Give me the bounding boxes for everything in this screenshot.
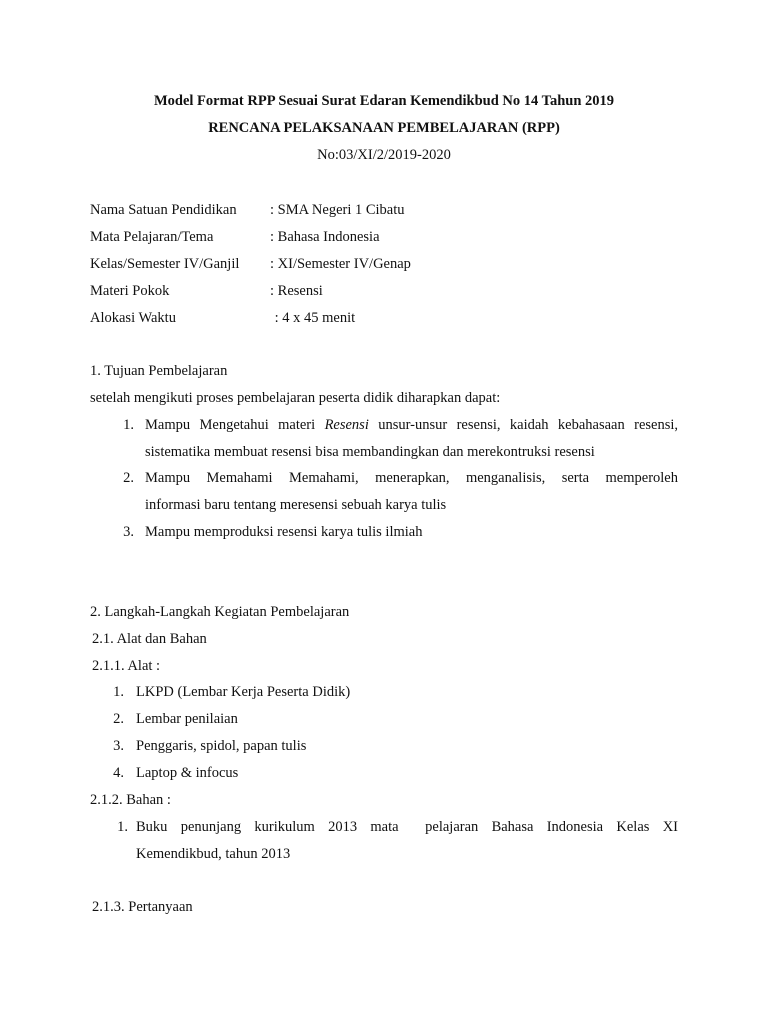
material-1-line-1: Buku penunjang kurikulum 2013 mata pelajaran Bahasa Indonesia Kelas XI xyxy=(136,819,678,835)
tool-3-text: Penggaris, spidol, papan tulis xyxy=(136,738,307,754)
goal-1-text-post: unsur-unsur resensi, kaidah kebahasaan resensi, xyxy=(368,417,679,433)
identity-label-subject: Mata Pelajaran/Tema xyxy=(90,229,214,245)
goal-2-line-2: informasi baru tentang meresensi sebuah karya tulis xyxy=(145,497,447,513)
identity-value-time: : 4 x 45 menit xyxy=(271,310,356,326)
document-main-title: RENCANA PELAKSANAAN PEMBELAJARAN (RPP) xyxy=(208,120,560,136)
identity-value-topic: : Resensi xyxy=(270,283,323,299)
goal-3-line-1: Mampu memproduksi resensi karya tulis ilmiah xyxy=(145,524,423,540)
tool-4-text: Laptop & infocus xyxy=(136,765,239,781)
subsection-2-1-3-title: 2.1.3. Pertanyaan xyxy=(92,899,193,915)
tool-4-number: 4. xyxy=(113,765,124,781)
identity-value-class: : XI/Semester IV/Genap xyxy=(270,256,411,272)
section-1-intro: setelah mengikuti proses pembelajaran peserta didik diharapkan dapat: xyxy=(90,390,501,406)
goal-1-number: 1. xyxy=(123,417,134,433)
goal-1-text-pre: Mampu Mengetahui materi xyxy=(145,417,325,433)
tool-1-number: 1. xyxy=(113,684,124,700)
identity-value-subject: : Bahasa Indonesia xyxy=(270,229,380,245)
section-1-title: 1. Tujuan Pembelajaran xyxy=(90,363,228,379)
document-number: No:03/XI/2/2019-2020 xyxy=(317,147,451,163)
tool-3-number: 3. xyxy=(113,738,124,754)
goal-1-line-1 xyxy=(145,416,678,434)
goal-2-line-1: Mampu Memahami Memahami, menerapkan, menganalisis, serta memperoleh xyxy=(145,470,678,486)
tool-2-number: 2. xyxy=(113,711,124,727)
identity-value-school: : SMA Negeri 1 Cibatu xyxy=(270,202,405,218)
material-1-line-2: Kemendikbud, tahun 2013 xyxy=(136,846,291,862)
goal-3-number: 3. xyxy=(123,524,134,540)
material-1-number: 1. xyxy=(117,819,128,835)
identity-label-time: Alokasi Waktu xyxy=(90,310,176,326)
tool-1-text: LKPD (Lembar Kerja Peserta Didik) xyxy=(136,684,351,700)
identity-label-school: Nama Satuan Pendidikan xyxy=(90,202,237,218)
tool-2-text: Lembar penilaian xyxy=(136,711,238,727)
document-format-title: Model Format RPP Sesuai Surat Edaran Kemendikbud No 14 Tahun 2019 xyxy=(153,93,615,109)
subsection-2-1-title: 2.1. Alat dan Bahan xyxy=(92,631,207,647)
subsection-2-1-2-title: 2.1.2. Bahan : xyxy=(90,792,171,808)
goal-1-text-emphasis: Resensi xyxy=(324,417,369,433)
identity-label-class: Kelas/Semester IV/Ganjil xyxy=(90,256,240,272)
identity-label-topic: Materi Pokok xyxy=(90,283,170,299)
section-2-title: 2. Langkah-Langkah Kegiatan Pembelajaran xyxy=(90,604,350,620)
goal-1-line-2: sistematika membuat resensi bisa membandingkan dan merekontruksi resensi xyxy=(145,444,595,460)
goal-2-number: 2. xyxy=(123,470,134,486)
subsection-2-1-1-title: 2.1.1. Alat : xyxy=(92,658,161,674)
